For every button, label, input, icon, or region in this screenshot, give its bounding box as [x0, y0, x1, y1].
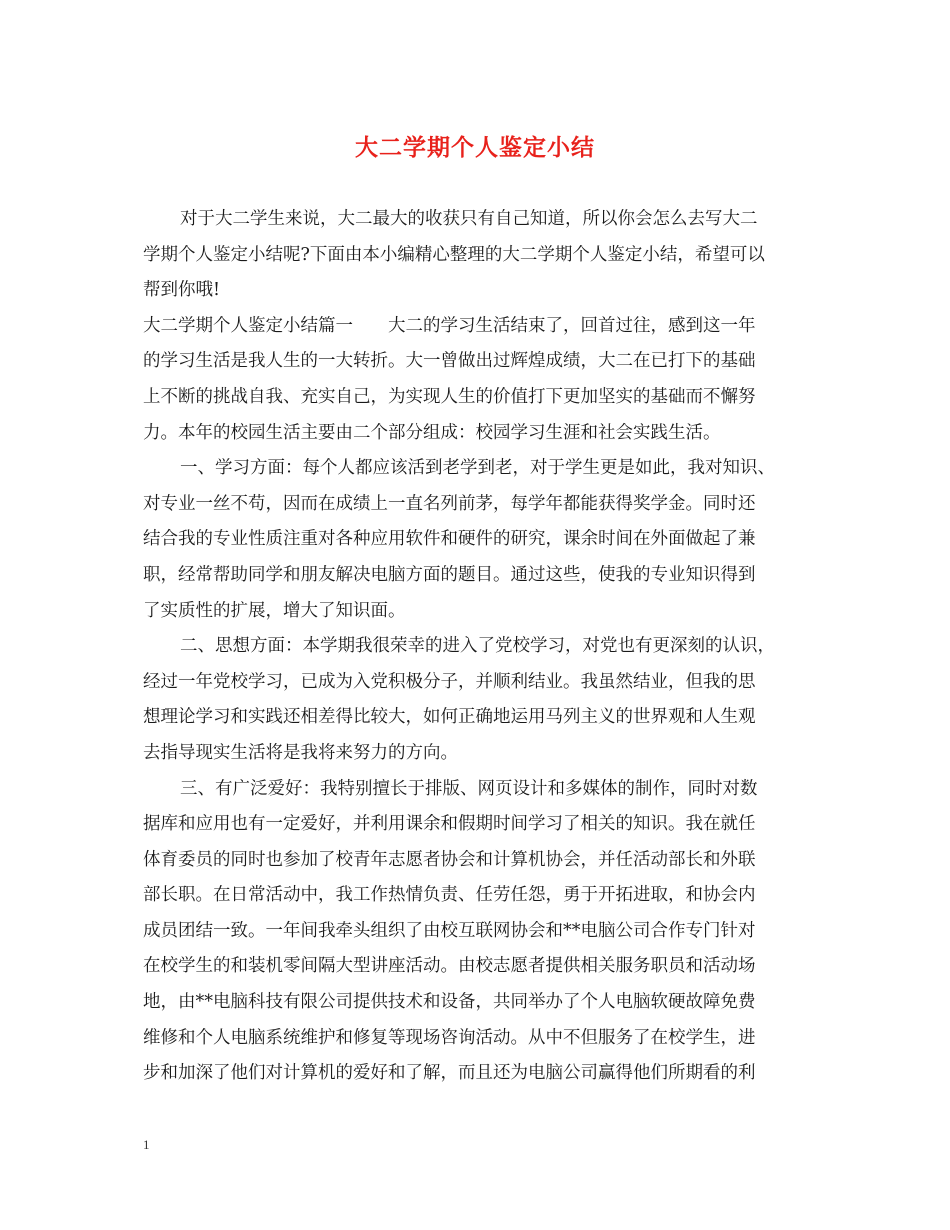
document-title: 大二学期个人鉴定小结	[355, 135, 595, 161]
text-line: 职，经常帮助同学和朋友解决电脑方面的题目。通过这些，使我的专业知识得到	[143, 564, 756, 585]
page-number: 1	[143, 1137, 150, 1152]
text-line: 去指导现实生活将是我将来努力的方向。	[143, 742, 458, 763]
text-line: 维修和个人电脑系统维护和修复等现场咨询活动。从中不但服务了在校学生，进	[143, 1027, 756, 1048]
text-line: 帮到你哦!	[143, 280, 221, 301]
text-line: 了实质性的扩展，增大了知识面。	[143, 600, 406, 621]
text-line: 步和加深了他们对计算机的爱好和了解，而且还为电脑公司赢得他们所期看的利	[143, 1063, 756, 1084]
text-line: 对于大二学生来说，大二最大的收获只有自己知道，所以你会怎么去写大二	[180, 209, 758, 229]
text-line: 学期个人鉴定小结呢?下面由本小编精心整理的大二学期个人鉴定小结，希望可以	[143, 244, 765, 265]
text-line: 想理论学习和实践还相差得比较大，如何正确地运用马列主义的世界观和人生观	[143, 707, 756, 728]
text-line: 二、思想方面：本学期我很荣幸的进入了党校学习，对党也有更深刻的认识，	[180, 636, 775, 657]
text-line: 在校学生的和装机零间隔大型讲座活动。由校志愿者提供相关服务职员和活动场	[143, 956, 756, 977]
text-line: 体育委员的同时也参加了校青年志愿者协会和计算机协会，并任活动部长和外联	[143, 849, 756, 870]
text-line: 大二学期个人鉴定小结篇一 大二的学习生活结束了，回首过往，感到这一年	[143, 315, 756, 336]
text-line: 的学习生活是我人生的一大转折。大一曾做出过辉煌成绩，大二在已打下的基础	[143, 351, 756, 372]
text-line: 结合我的专业性质注重对各种应用软件和硬件的研究，课余时间在外面做起了兼	[143, 529, 756, 550]
text-line: 三、有广泛爱好：我特别擅长于排版、网页设计和多媒体的制作，同时对数	[180, 778, 758, 799]
text-line: 部长职。在日常活动中，我工作热情负责、任劳任怨，勇于开拓进取，和协会内	[143, 885, 756, 906]
text-line: 地，由**电脑科技有限公司提供技术和设备，共同举办了个人电脑软硬故障免费	[143, 992, 756, 1013]
text-line: 成员团结一致。一年间我牵头组织了由校互联网协会和**电脑公司合作专门针对	[143, 920, 756, 941]
document-body	[143, 202, 815, 1092]
text-line: 经过一年党校学习，已成为入党积极分子，并顺利结业。我虽然结业，但我的思	[143, 671, 756, 692]
text-line: 一、学习方面：每个人都应该活到老学到老，对于学生更是如此，我对知识、	[180, 458, 775, 479]
text-line: 对专业一丝不苟，因而在成绩上一直名列前茅，每学年都能获得奖学金。同时还	[143, 493, 756, 514]
text-line: 据库和应用也有一定爱好，并利用课余和假期时间学习了相关的知识。我在就任	[143, 814, 756, 835]
text-line: 力。本年的校园生活主要由二个部分组成：校园学习生涯和社会实践生活。	[143, 422, 721, 443]
text-line: 上不断的挑战自我、充实自己，为实现人生的价值打下更加坚实的基础而不懈努	[143, 386, 756, 407]
